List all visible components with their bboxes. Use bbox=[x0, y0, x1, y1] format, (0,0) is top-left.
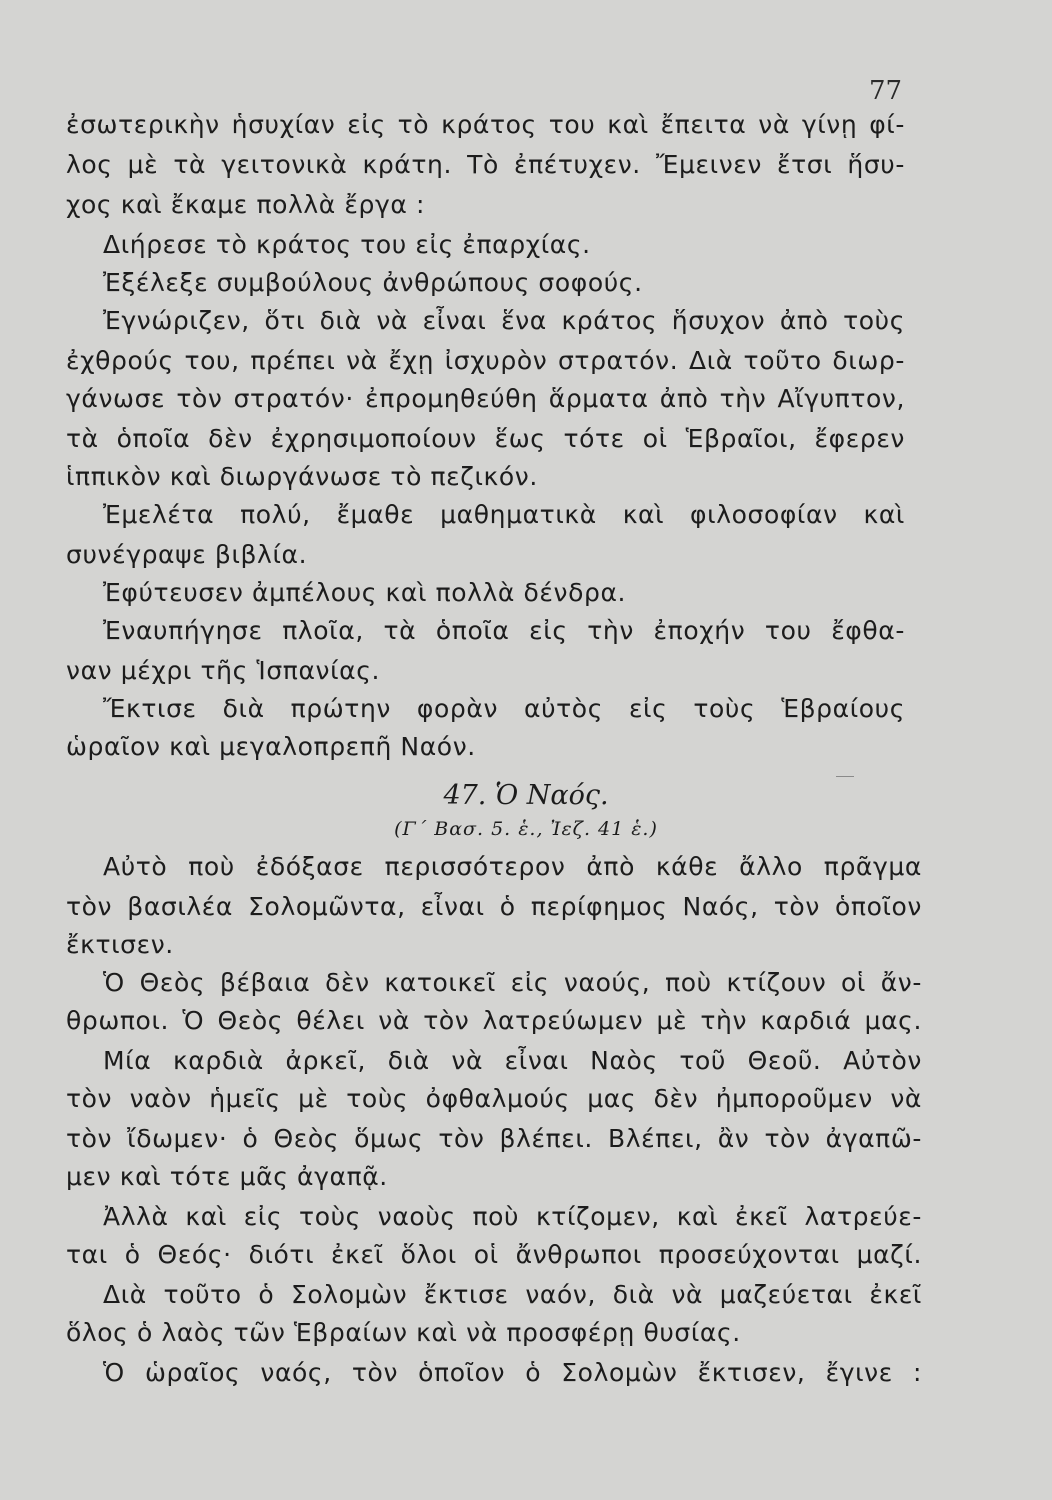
section-reference: (Γ΄ Βασ. 5. ἑ., Ἰεζ. 41 ἑ.) bbox=[394, 818, 658, 840]
text-line: Ἐμελέτα πολύ, ἔμαθε μαθηματικὰ καὶ φιλοσοφίαν καὶ bbox=[103, 500, 905, 529]
text-line: Ὁ Θεὸς βέβαια δὲν κατοικεῖ εἰς ναούς, ποὺ κτίζουν οἱ ἄν- bbox=[103, 968, 922, 997]
text-line: λος μὲ τὰ γειτονικὰ κράτη. Τὸ ἐπέτυχεν. Ἔμεινεν ἔτσι ἥσυ- bbox=[66, 150, 905, 179]
text-line: Ὁ ὡραῖος ναός, τὸν ὁποῖον ὁ Σολομὼν ἔκτισεν, ἔγινε : bbox=[103, 1358, 922, 1387]
text-line: Ἐγνώριζεν, ὅτι διὰ νὰ εἶναι ἕνα κράτος ἥσυχον ἀπὸ τοὺς bbox=[103, 306, 905, 335]
margin-mark bbox=[836, 776, 854, 777]
text-line: Διήρεσε τὸ κράτος του εἰς ἐπαρχίας. bbox=[103, 230, 591, 259]
text-line: τὸν βασιλέα Σολομῶντα, εἶναι ὁ περίφημος Ναός, τὸν ὁποῖον bbox=[66, 892, 922, 921]
text-line: ἱππικὸν καὶ διωργάνωσε τὸ πεζικόν. bbox=[66, 462, 538, 491]
text-line: θρωποι. Ὁ Θεὸς θέλει νὰ τὸν λατρεύωμεν μὲ τὴν καρδιά μας. bbox=[66, 1006, 922, 1035]
text-line: Ἀλλὰ καὶ εἰς τοὺς ναοὺς ποὺ κτίζομεν, καὶ ἐκεῖ λατρεύε- bbox=[103, 1202, 922, 1231]
text-line: τὸν ἴδωμεν· ὁ Θεὸς ὅμως τὸν βλέπει. Βλέπει, ἂν τὸν ἀγαπῶ- bbox=[66, 1124, 922, 1153]
text-line: Ἐναυπήγησε πλοῖα, τὰ ὁποῖα εἰς τὴν ἐποχήν του ἔφθα- bbox=[103, 616, 905, 645]
text-line: τὰ ὁποῖα δὲν ἐχρησιμοποίουν ἕως τότε οἱ Ἑβραῖοι, ἔφερεν bbox=[66, 424, 905, 453]
text-line: ὅλος ὁ λαὸς τῶν Ἑβραίων καὶ νὰ προσφέρῃ θυσίας. bbox=[66, 1318, 741, 1347]
text-line: μεν καὶ τότε μᾶς ἀγαπᾷ. bbox=[66, 1162, 388, 1191]
text-line: ἐχθρούς του, πρέπει νὰ ἔχῃ ἰσχυρὸν στρατόν. Διὰ τοῦτο διωρ- bbox=[66, 346, 905, 375]
text-line: Αὐτὸ ποὺ ἐδόξασε περισσότερον ἀπὸ κάθε ἄλλο πρᾶγμα bbox=[103, 852, 922, 881]
text-line: ὡραῖον καὶ μεγαλοπρεπῆ Ναόν. bbox=[66, 732, 476, 761]
text-line: ἐσωτερικὴν ἡσυχίαν εἰς τὸ κράτος του καὶ ἔπειτα νὰ γίνῃ φί- bbox=[66, 110, 905, 139]
text-line: συνέγραψε βιβλία. bbox=[66, 540, 308, 569]
text-line: Διὰ τοῦτο ὁ Σολομὼν ἔκτισε ναόν, διὰ νὰ μαζεύεται ἐκεῖ bbox=[103, 1280, 922, 1309]
text-line: Ἔκτισε διὰ πρώτην φορὰν αὐτὸς εἰς τοὺς Ἑβραίους bbox=[103, 694, 905, 723]
text-line: Ἐφύτευσεν ἀμπέλους καὶ πολλὰ δένδρα. bbox=[103, 578, 627, 607]
text-line: ἔκτισεν. bbox=[66, 930, 174, 959]
section-heading: 47. Ὁ Ναός. bbox=[443, 780, 609, 811]
text-line: ται ὁ Θεός· διότι ἐκεῖ ὅλοι οἱ ἄνθρωποι προσεύχονται μαζί. bbox=[66, 1240, 922, 1269]
page-number: 77 bbox=[869, 76, 903, 106]
text-line: Ἐξέλεξε συμβούλους ἀνθρώπους σοφούς. bbox=[103, 268, 643, 297]
text-line: γάνωσε τὸν στρατόν· ἐπρομηθεύθη ἅρματα ἀπὸ τὴν Αἴγυπτον, bbox=[66, 384, 905, 413]
text-line: τὸν ναὸν ἡμεῖς μὲ τοὺς ὀφθαλμούς μας δὲν ἠμποροῦμεν νὰ bbox=[66, 1084, 922, 1113]
text-line: Μία καρδιὰ ἀρκεῖ, διὰ νὰ εἶναι Ναὸς τοῦ Θεοῦ. Αὐτὸν bbox=[103, 1046, 922, 1075]
text-line: ναν μέχρι τῆς Ἱσπανίας. bbox=[66, 656, 381, 685]
text-line: χος καὶ ἔκαμε πολλὰ ἔργα : bbox=[66, 190, 426, 219]
